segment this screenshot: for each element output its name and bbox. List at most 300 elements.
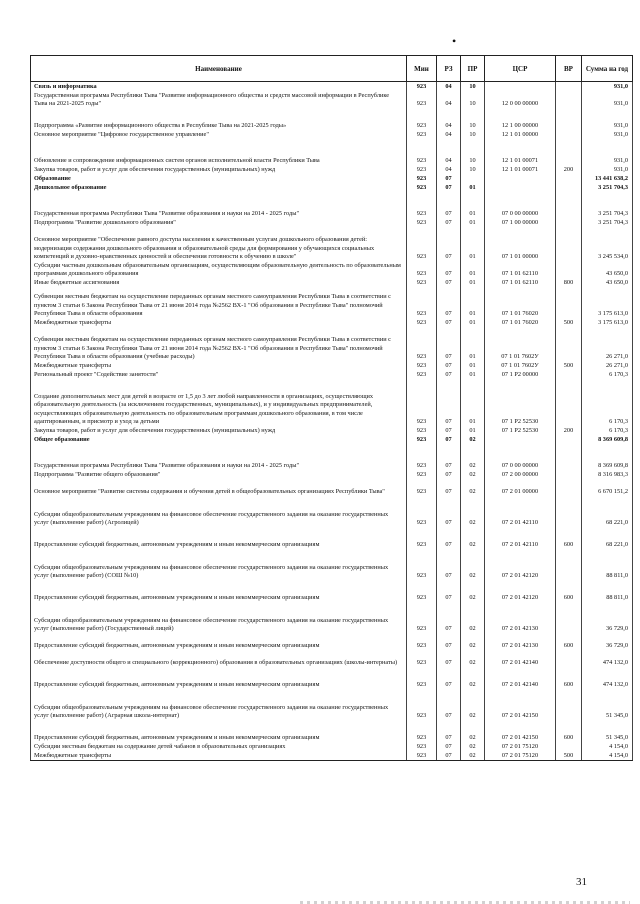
cell-min: 923: [407, 327, 437, 361]
cell-rz: 07: [437, 183, 461, 192]
cell-csr: 07 1 01 7602У: [485, 361, 556, 370]
cell-sum: 88 811,0: [582, 580, 633, 602]
cell-sum: 13 441 638,2: [582, 174, 633, 183]
cell-csr: [485, 183, 556, 192]
cell-rz: 07: [437, 278, 461, 287]
cell-rz: 07: [437, 742, 461, 751]
cell-name: Закупка товаров, работ и услуг для обеспечения государственных (муниципальных) нужд: [31, 165, 407, 174]
cell-rz: 07: [437, 720, 461, 742]
cell-pr: [461, 174, 485, 183]
cell-name: Субсидии общеобразовательным учреждениям на финансовое обеспечение государственного задания на оказание государственных услуг (выполнение работ) (СОШ №10): [31, 549, 407, 580]
cell-pr: 01: [461, 218, 485, 227]
table-row: [31, 165, 633, 174]
table-row: [31, 327, 633, 361]
cell-min: 923: [407, 318, 437, 327]
cell-pr: 02: [461, 633, 485, 650]
cell-min: 923: [407, 527, 437, 549]
table-row: [31, 633, 633, 650]
cell-rz: 07: [437, 689, 461, 720]
cell-csr: 07 2 01 42150: [485, 720, 556, 742]
cell-vr: 600: [556, 527, 582, 549]
cell-vr: [556, 479, 582, 496]
cell-csr: 07 2 01 42140: [485, 650, 556, 667]
cell-vr: 600: [556, 580, 582, 602]
cell-name: Субвенции местным бюджетам на осуществление переданных органам местного самоуправления Республики Тыва в соответствии с пунктом 3 статьи 6 Закона Республики Тыва от 21 июня 2014 года №2562 ВХ-1 "Об образовании в Республике Тыва" полномочий Республики Тыва в области образования: [31, 287, 407, 318]
cell-name: Государственная программа Республики Тыва "Развитие информационного общества и средств массовой информации в Республике Тыва на 2021-2025 годы": [31, 91, 407, 108]
cell-rz: 04: [437, 165, 461, 174]
cell-sum: 3 251 704,3: [582, 183, 633, 192]
cell-rz: 07: [437, 426, 461, 435]
cell-rz: 07: [437, 227, 461, 261]
cell-name: Подпрограмма «Развитие информационного общества в Республике Тыва на 2021-2025 годы»: [31, 108, 407, 130]
table-row: [31, 742, 633, 751]
cell-sum: 43 650,0: [582, 278, 633, 287]
cell-vr: 500: [556, 318, 582, 327]
cell-name: Основное мероприятие "Цифровое государственное управление": [31, 130, 407, 139]
cell-name: Предоставление субсидий бюджетным, автономным учреждениям и иным некоммерческим организациям: [31, 580, 407, 602]
cell-csr: 07 2 01 75120: [485, 751, 556, 761]
table-row: [31, 720, 633, 742]
cell-min: 923: [407, 479, 437, 496]
cell-name: Субсидии общеобразовательным учреждениям на финансовое обеспечение государственного задания на оказание государственных услуг (выполнение работ) (Аграрная школа-интернат): [31, 689, 407, 720]
cell-pr: 01: [461, 183, 485, 192]
cell-rz: 07: [437, 370, 461, 379]
cell-csr: 07 2 01 42130: [485, 602, 556, 633]
cell-name: Межбюджетные трансферты: [31, 318, 407, 327]
cell-pr: 01: [461, 370, 485, 379]
cell-name: Субсидии общеобразовательным учреждениям на финансовое обеспечение государственного задания на оказание государственных услуг (выполнение работ) (Агролицей): [31, 496, 407, 527]
cell-rz: 04: [437, 82, 461, 92]
cell-csr: 07 1 01 76020: [485, 287, 556, 318]
cell-name: Создание дополнительных мест для детей в возрасте от 1,5 до 3 лет любой направленности в организациях, осуществляющих образовательную деятельность (за исключением государственных, муниципальных), и у индивидуальных предпринимателей, осуществляющих образовательную деятельность по образовательным программам дошкольного образования, в том числе адаптированным, и присмотр и уход за детьми: [31, 379, 407, 426]
cell-name: Субвенции местным бюджетам на осуществление переданных органам местного самоуправления Республики Тыва в соответствии с пунктом 3 статьи 6 Закона Республики Тыва от 21 июня 2014 года №2562 ВХ-1 "Об образовании в Республике Тыва" полномочий Республики Тыва в области образования (учебные расходы): [31, 327, 407, 361]
cell-csr: 07 2 01 42110: [485, 496, 556, 527]
cell-min: 923: [407, 742, 437, 751]
cell-sum: 3 245 534,0: [582, 227, 633, 261]
table-row: [31, 183, 633, 192]
table-row: [31, 426, 633, 435]
cell-name: Дошкольное образование: [31, 183, 407, 192]
cell-min: 923: [407, 227, 437, 261]
cell-sum: 51 345,0: [582, 720, 633, 742]
cell-name: Субсидии частным дошкольным образовательным организациям, осуществляющим образовательную деятельность по образовательным программам дошкольного образования: [31, 261, 407, 278]
cell-vr: [556, 435, 582, 444]
cell-name: Подпрограмма "Развитие дошкольного образования": [31, 218, 407, 227]
cell-vr: [556, 183, 582, 192]
cell-rz: 07: [437, 261, 461, 278]
cell-vr: [556, 82, 582, 92]
cell-sum: 931,0: [582, 130, 633, 139]
cell-pr: 01: [461, 327, 485, 361]
header-csr: ЦСР: [485, 56, 556, 82]
cell-name: Подпрограмма "Развитие общего образования": [31, 470, 407, 479]
header-rz: РЗ: [437, 56, 461, 82]
cell-min: 923: [407, 435, 437, 444]
cell-pr: 01: [461, 287, 485, 318]
cell-min: 923: [407, 261, 437, 278]
cell-pr: 10: [461, 91, 485, 108]
cell-name: Образование: [31, 174, 407, 183]
cell-rz: 07: [437, 287, 461, 318]
cell-min: 923: [407, 183, 437, 192]
table-body: [31, 82, 633, 761]
cell-min: 923: [407, 174, 437, 183]
cell-sum: 931,0: [582, 165, 633, 174]
cell-rz: 07: [437, 435, 461, 444]
table-row: [31, 278, 633, 287]
table-row: [31, 218, 633, 227]
header-min: Мин: [407, 56, 437, 82]
table-row: [31, 370, 633, 379]
cell-csr: 07 1 01 00000: [485, 227, 556, 261]
cell-pr: 01: [461, 379, 485, 426]
table-row: [31, 580, 633, 602]
cell-vr: [556, 130, 582, 139]
table-row: [31, 174, 633, 183]
header-name: Наименование: [31, 56, 407, 82]
cell-sum: 4 154,0: [582, 751, 633, 761]
cell-pr: 01: [461, 318, 485, 327]
cell-sum: 51 345,0: [582, 689, 633, 720]
cell-pr: 02: [461, 751, 485, 761]
cell-name: Межбюджетные трансферты: [31, 751, 407, 761]
cell-name: Основное мероприятие "Развитие системы содержания и обучения детей в общеобразовательных организациях Республики Тыва": [31, 479, 407, 496]
table-row: [31, 130, 633, 139]
cell-sum: 931,0: [582, 108, 633, 130]
cell-min: 923: [407, 426, 437, 435]
cell-sum: 6 170,3: [582, 379, 633, 426]
cell-pr: 10: [461, 165, 485, 174]
cell-min: 923: [407, 650, 437, 667]
cell-csr: 07 2 01 42120: [485, 580, 556, 602]
cell-vr: [556, 602, 582, 633]
table-row: [31, 82, 633, 92]
cell-rz: 07: [437, 192, 461, 218]
cell-sum: 36 729,0: [582, 602, 633, 633]
cell-name: Субсидии общеобразовательным учреждениям на финансовое обеспечение государственного задания на оказание государственных услуг (выполнение работ) (Государственный лицей): [31, 602, 407, 633]
cell-min: 923: [407, 192, 437, 218]
cell-vr: [556, 192, 582, 218]
cell-rz: 07: [437, 379, 461, 426]
cell-min: 923: [407, 165, 437, 174]
cell-sum: 68 221,0: [582, 527, 633, 549]
cell-csr: 07 2 00 00000: [485, 470, 556, 479]
cell-vr: [556, 549, 582, 580]
cell-sum: 931,0: [582, 139, 633, 165]
cell-sum: 3 251 704,3: [582, 218, 633, 227]
cell-csr: 07 2 01 42120: [485, 549, 556, 580]
table-row: [31, 496, 633, 527]
table-row: [31, 444, 633, 470]
cell-vr: [556, 379, 582, 426]
table-row: [31, 379, 633, 426]
cell-name: Предоставление субсидий бюджетным, автономным учреждениям и иным некоммерческим организациям: [31, 527, 407, 549]
cell-rz: 07: [437, 650, 461, 667]
cell-csr: 07 2 01 75120: [485, 742, 556, 751]
cell-pr: 01: [461, 278, 485, 287]
cell-name: Закупка товаров, работ и услуг для обеспечения государственных (муниципальных) нужд: [31, 426, 407, 435]
cell-vr: [556, 689, 582, 720]
cell-name: Предоставление субсидий бюджетным, автономным учреждениям и иным некоммерческим организациям: [31, 667, 407, 689]
cell-sum: 88 811,0: [582, 549, 633, 580]
cell-sum: 68 221,0: [582, 496, 633, 527]
cell-vr: [556, 742, 582, 751]
cell-csr: 07 2 01 00000: [485, 479, 556, 496]
cell-rz: 04: [437, 91, 461, 108]
table-row: [31, 470, 633, 479]
table-row: [31, 602, 633, 633]
cell-sum: 8 369 609,8: [582, 444, 633, 470]
cell-pr: 02: [461, 435, 485, 444]
cell-min: 923: [407, 549, 437, 580]
cell-min: 923: [407, 91, 437, 108]
cell-sum: 6 170,3: [582, 426, 633, 435]
cell-pr: 01: [461, 192, 485, 218]
cell-csr: 07 2 01 42140: [485, 667, 556, 689]
table-row: [31, 227, 633, 261]
cell-csr: 07 1 01 62110: [485, 278, 556, 287]
table-row: [31, 108, 633, 130]
cell-sum: 931,0: [582, 82, 633, 92]
cell-name: Связь и информатика: [31, 82, 407, 92]
cell-vr: [556, 218, 582, 227]
cell-rz: 07: [437, 479, 461, 496]
cell-name: Основное мероприятие "Обеспечение равного доступа населения к качественным услугам дошкольного образования детей: модернизация содержания дошкольного образования и образовательной среды для формирования у обучающихся социальных компетенций и духовно-нравственных ценностей и обеспечения готовности к обучению в школе": [31, 227, 407, 261]
cell-pr: 01: [461, 227, 485, 261]
cell-min: 923: [407, 287, 437, 318]
header-vr: ВР: [556, 56, 582, 82]
cell-vr: 200: [556, 426, 582, 435]
cell-rz: 07: [437, 218, 461, 227]
cell-min: 923: [407, 444, 437, 470]
cell-min: 923: [407, 108, 437, 130]
cell-min: 923: [407, 496, 437, 527]
cell-vr: [556, 174, 582, 183]
table-row: [31, 479, 633, 496]
cell-sum: 8 316 983,3: [582, 470, 633, 479]
cell-name: Обеспечение доступности общего и специального (коррекционного) образования в образовательных организациях (школы-интернаты): [31, 650, 407, 667]
cell-csr: 07 2 01 42150: [485, 689, 556, 720]
table-row: [31, 261, 633, 278]
cell-sum: 6 170,3: [582, 370, 633, 379]
table-row: [31, 91, 633, 108]
cell-vr: 500: [556, 751, 582, 761]
cell-rz: 07: [437, 633, 461, 650]
budget-table: [30, 55, 633, 761]
cell-vr: [556, 470, 582, 479]
cell-csr: 07 0 00 00000: [485, 192, 556, 218]
cell-pr: 02: [461, 667, 485, 689]
table-header: [31, 56, 633, 82]
cell-sum: 6 670 151,2: [582, 479, 633, 496]
cell-vr: 500: [556, 361, 582, 370]
cell-sum: 3 175 613,0: [582, 318, 633, 327]
cell-csr: [485, 174, 556, 183]
cell-min: 923: [407, 139, 437, 165]
cell-name: Предоставление субсидий бюджетным, автономным учреждениям и иным некоммерческим организациям: [31, 633, 407, 650]
cell-csr: 07 1 01 62110: [485, 261, 556, 278]
cell-vr: [556, 91, 582, 108]
cell-rz: 07: [437, 751, 461, 761]
cell-rz: 07: [437, 174, 461, 183]
cell-csr: 07 1 01 7602У: [485, 327, 556, 361]
cell-min: 923: [407, 218, 437, 227]
cell-rz: 07: [437, 361, 461, 370]
cell-csr: 07 1 Р2 00000: [485, 370, 556, 379]
cell-csr: 07 0 00 00000: [485, 444, 556, 470]
header-sum: Сумма на год: [582, 56, 633, 82]
cell-min: 923: [407, 361, 437, 370]
cell-pr: 02: [461, 496, 485, 527]
table-row: [31, 139, 633, 165]
cell-rz: 07: [437, 444, 461, 470]
cell-csr: 07 1 Р2 52530: [485, 379, 556, 426]
cell-vr: [556, 444, 582, 470]
cell-sum: 4 154,0: [582, 742, 633, 751]
cell-csr: 12 1 01 00000: [485, 130, 556, 139]
cell-pr: 10: [461, 130, 485, 139]
cell-pr: 01: [461, 426, 485, 435]
cell-min: 923: [407, 667, 437, 689]
cell-sum: 3 251 704,3: [582, 192, 633, 218]
cell-min: 923: [407, 379, 437, 426]
cell-pr: 02: [461, 742, 485, 751]
cell-sum: 26 271,0: [582, 361, 633, 370]
table-row: [31, 650, 633, 667]
cell-rz: 07: [437, 549, 461, 580]
cell-pr: 02: [461, 444, 485, 470]
cell-name: Региональный проект "Содействие занятости": [31, 370, 407, 379]
table-row: [31, 361, 633, 370]
cell-pr: 01: [461, 361, 485, 370]
cell-name: Государственная программа Республики Тыва "Развитие образования и науки на 2014 - 2025 годы": [31, 192, 407, 218]
cell-vr: [556, 370, 582, 379]
cell-csr: 07 1 01 76020: [485, 318, 556, 327]
cell-sum: 8 369 609,8: [582, 435, 633, 444]
cell-pr: 02: [461, 602, 485, 633]
table-row: [31, 751, 633, 761]
cell-rz: 04: [437, 130, 461, 139]
cell-vr: 600: [556, 633, 582, 650]
cell-rz: 07: [437, 318, 461, 327]
table-row: [31, 527, 633, 549]
cell-vr: [556, 327, 582, 361]
cell-min: 923: [407, 130, 437, 139]
cell-csr: 07 1 Р2 52530: [485, 426, 556, 435]
cell-sum: 43 650,0: [582, 261, 633, 278]
cell-pr: 02: [461, 470, 485, 479]
cell-csr: 12 1 01 00071: [485, 165, 556, 174]
cell-pr: 01: [461, 261, 485, 278]
cell-vr: 800: [556, 278, 582, 287]
cell-name: Субсидии местным бюджетам на содержание детей чабанов в образовательных организациях: [31, 742, 407, 751]
cell-rz: 07: [437, 327, 461, 361]
table-row: [31, 667, 633, 689]
cell-pr: 02: [461, 527, 485, 549]
table-row: [31, 192, 633, 218]
cell-sum: 36 729,0: [582, 633, 633, 650]
cell-sum: 3 175 613,0: [582, 287, 633, 318]
cell-pr: 02: [461, 479, 485, 496]
cell-min: 923: [407, 82, 437, 92]
cell-min: 923: [407, 751, 437, 761]
cell-min: 923: [407, 470, 437, 479]
cell-min: 923: [407, 580, 437, 602]
cell-rz: 07: [437, 667, 461, 689]
cell-name: Обновление и сопровождение информационных систем органов исполнительной власти Республики Тыва: [31, 139, 407, 165]
cell-rz: 07: [437, 602, 461, 633]
cell-pr: 10: [461, 82, 485, 92]
cell-vr: [556, 108, 582, 130]
cell-min: 923: [407, 689, 437, 720]
cell-rz: 07: [437, 470, 461, 479]
cell-sum: 474 132,0: [582, 650, 633, 667]
cell-pr: 10: [461, 139, 485, 165]
cell-min: 923: [407, 370, 437, 379]
cell-vr: [556, 496, 582, 527]
cell-rz: 07: [437, 496, 461, 527]
cell-vr: [556, 261, 582, 278]
cell-name: Государственная программа Республики Тыва "Развитие образования и науки на 2014 - 2025 годы": [31, 444, 407, 470]
cell-vr: 200: [556, 165, 582, 174]
cell-rz: 07: [437, 527, 461, 549]
cell-rz: 04: [437, 108, 461, 130]
budget-table-sheet: [30, 55, 632, 761]
cell-csr: [485, 435, 556, 444]
cell-min: 923: [407, 720, 437, 742]
cell-csr: 07 2 01 42130: [485, 633, 556, 650]
cell-pr: 10: [461, 108, 485, 130]
cell-name: Предоставление субсидий бюджетным, автономным учреждениям и иным некоммерческим организациям: [31, 720, 407, 742]
cell-csr: [485, 82, 556, 92]
cell-min: 923: [407, 633, 437, 650]
cell-name: Общее образование: [31, 435, 407, 444]
cell-pr: 02: [461, 650, 485, 667]
cell-pr: 02: [461, 720, 485, 742]
page-number: 31: [576, 876, 587, 888]
cell-csr: 12 0 00 00000: [485, 91, 556, 108]
cell-sum: 474 132,0: [582, 667, 633, 689]
scan-dot: •: [452, 34, 457, 48]
table-row: [31, 318, 633, 327]
cell-pr: 02: [461, 689, 485, 720]
cell-pr: 02: [461, 580, 485, 602]
cell-rz: 04: [437, 139, 461, 165]
table-row: [31, 549, 633, 580]
table-row: [31, 689, 633, 720]
cell-csr: 07 1 00 00000: [485, 218, 556, 227]
cell-name: Межбюджетные трансферты: [31, 361, 407, 370]
cell-vr: [556, 650, 582, 667]
cell-vr: [556, 227, 582, 261]
cell-vr: [556, 139, 582, 165]
cell-csr: 12 1 01 00071: [485, 139, 556, 165]
cell-csr: 07 2 01 42110: [485, 527, 556, 549]
cell-sum: 26 271,0: [582, 327, 633, 361]
cell-min: 923: [407, 602, 437, 633]
cell-vr: 600: [556, 667, 582, 689]
header-pr: ПР: [461, 56, 485, 82]
cell-rz: 07: [437, 580, 461, 602]
table-row: [31, 287, 633, 318]
cell-vr: [556, 287, 582, 318]
cell-vr: 600: [556, 720, 582, 742]
cell-pr: 02: [461, 549, 485, 580]
cell-name: Иные бюджетные ассигнования: [31, 278, 407, 287]
cell-min: 923: [407, 278, 437, 287]
table-row: [31, 435, 633, 444]
cell-sum: 931,0: [582, 91, 633, 108]
